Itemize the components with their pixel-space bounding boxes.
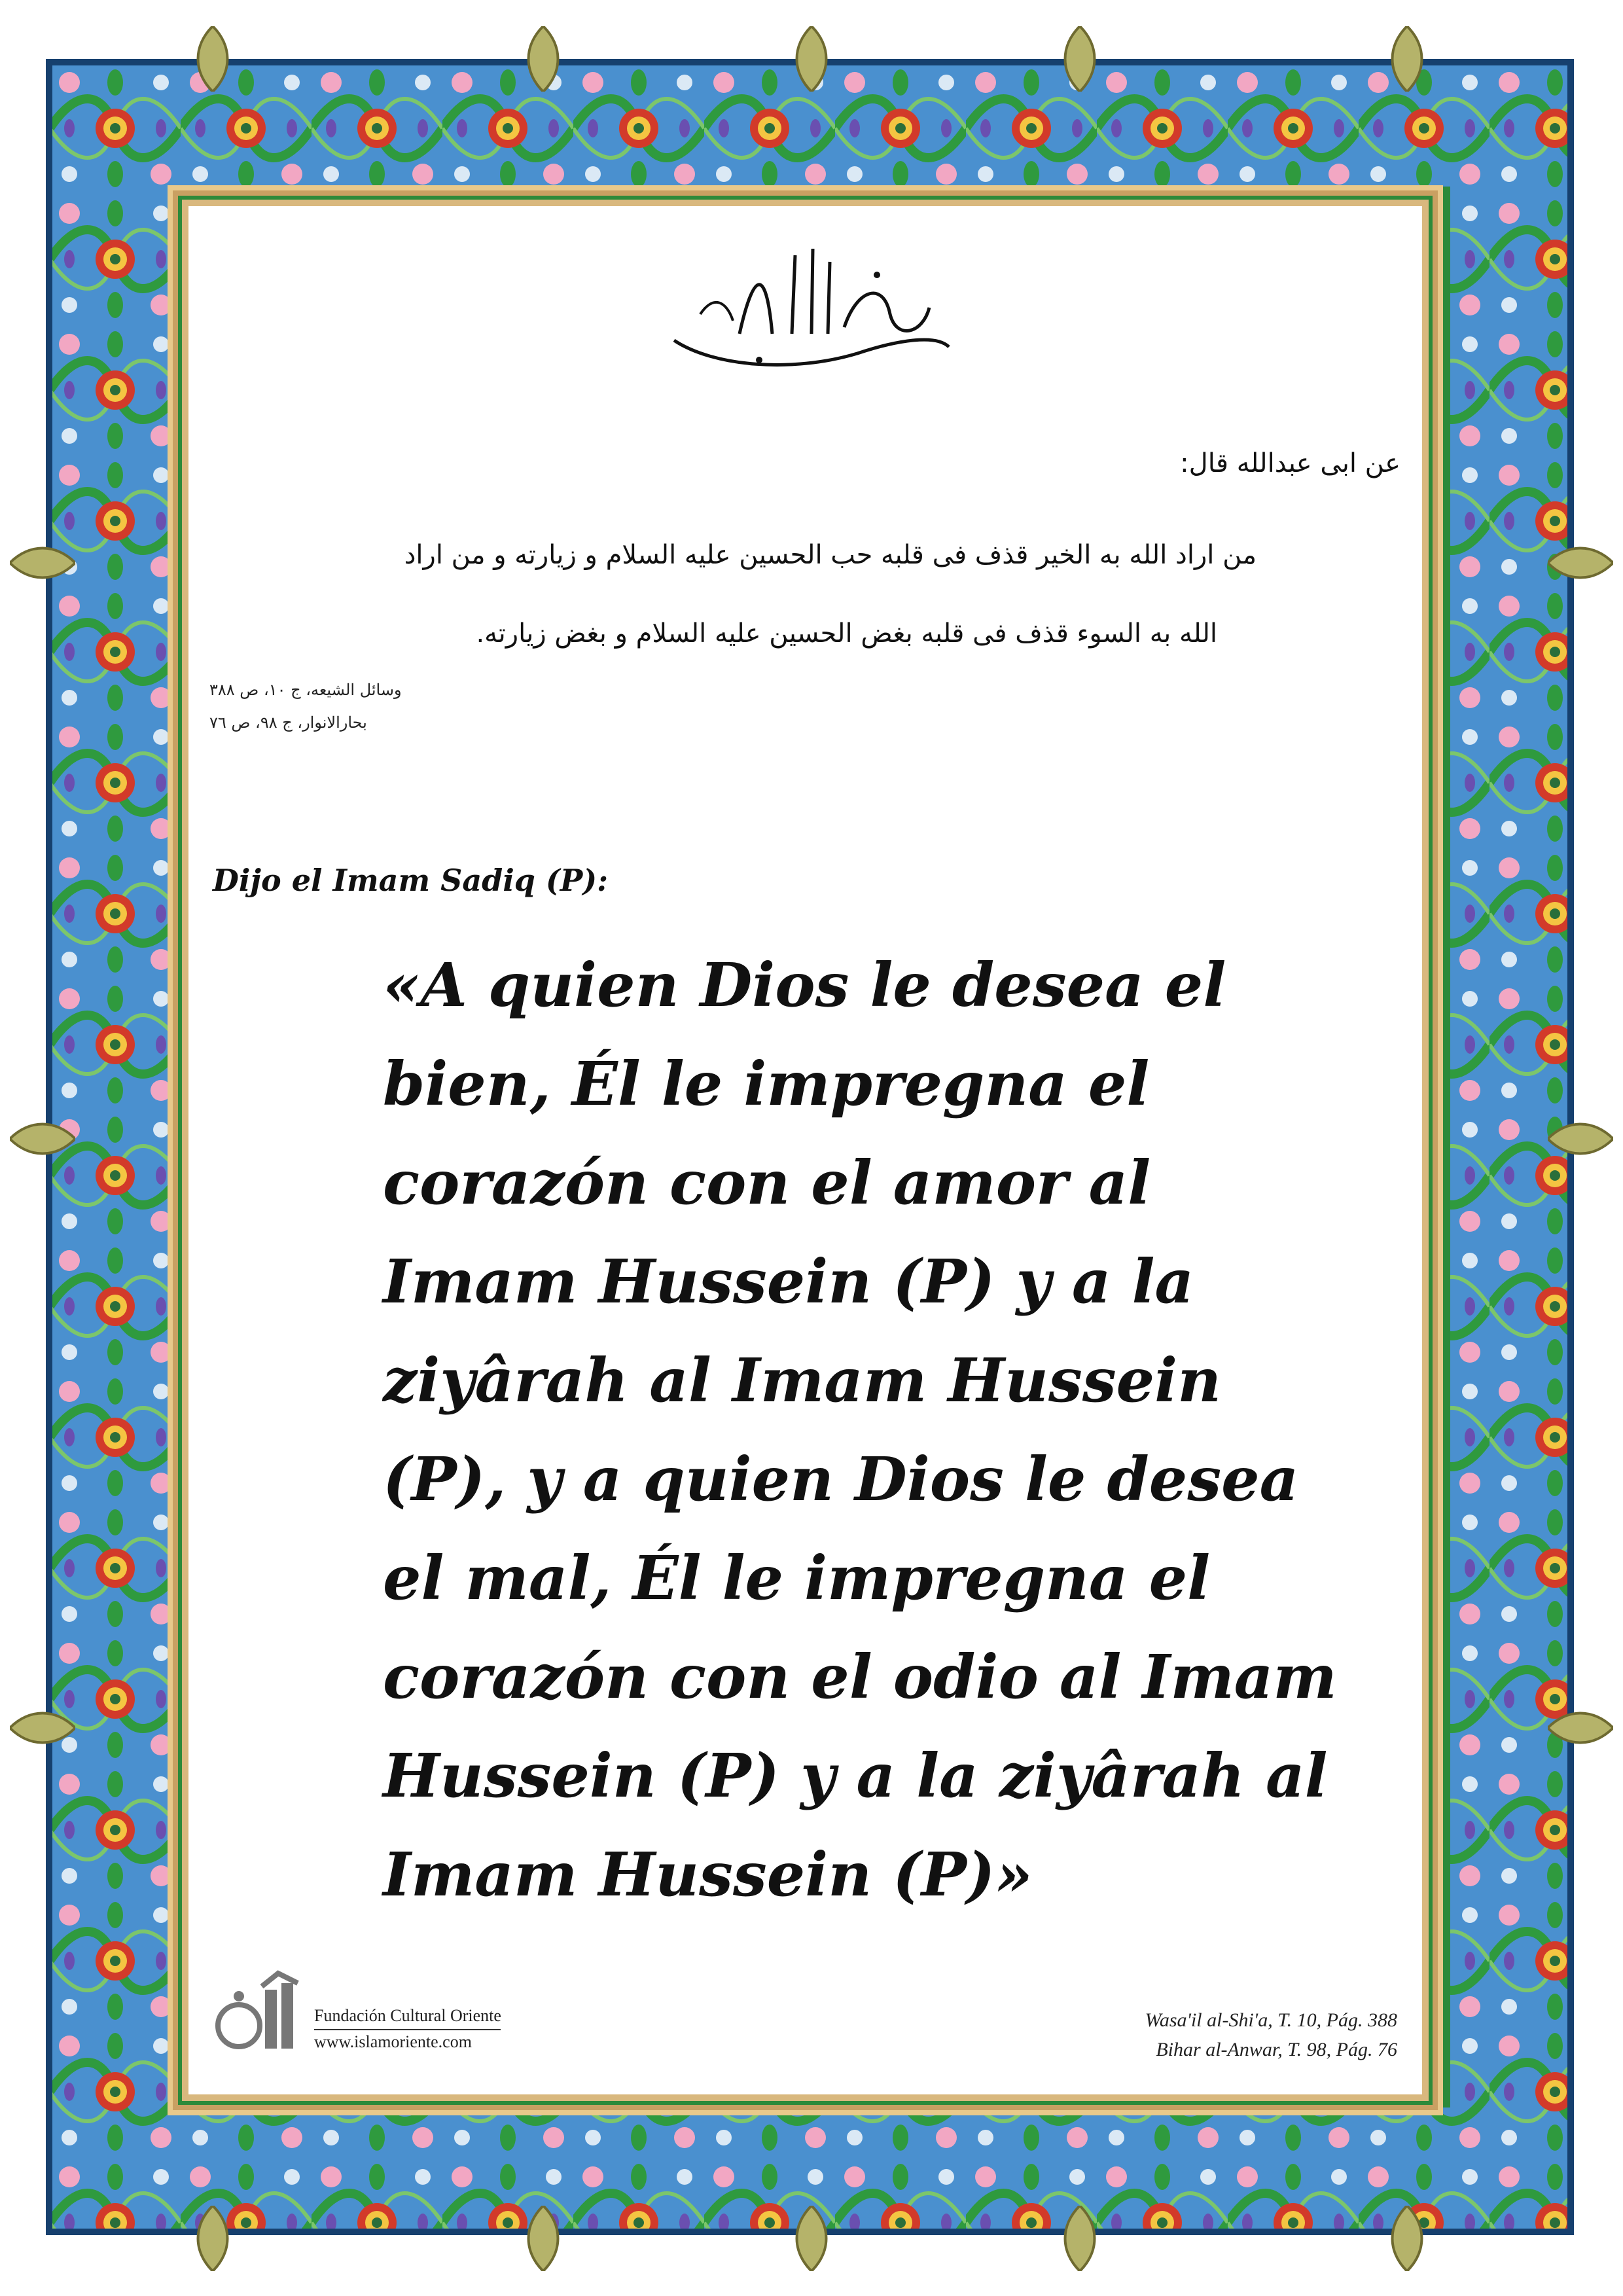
- basmala-calligraphy-icon: [661, 236, 962, 380]
- spanish-hadith: [383, 936, 1337, 1924]
- ornament-leaf-icon: [1381, 2206, 1433, 2271]
- hadith-line: corazón con el odio al Imam: [383, 1641, 1337, 1712]
- arabic-hadith-line: الله به السوء قذف فی قلبه بغض الحسين عليه السلام و بغض زيارته.: [476, 619, 1217, 649]
- arabic-reference: بحارالانوار، ج ٩٨، ص ٧٦: [209, 713, 367, 732]
- hadith-line: Imam Hussein (P) y a la: [383, 1246, 1194, 1317]
- fundacion-oriente-logo-icon: [209, 1970, 308, 2055]
- ornament-leaf-icon: [1054, 26, 1106, 92]
- ornament-leaf-icon: [785, 2206, 838, 2271]
- ornament-leaf-icon: [10, 537, 75, 589]
- hadith-line: ziyârah al Imam Hussein: [383, 1345, 1221, 1416]
- ornament-leaf-icon: [10, 1113, 75, 1165]
- arabic-hadith-line: من اراد الله به الخير قذف فی قلبه حب الحسين عليه السلام و زيارته و من اراد: [404, 540, 1257, 570]
- hadith-line: «A quien Dios le desea el: [383, 950, 1226, 1020]
- ornament-leaf-icon: [1548, 1702, 1613, 1754]
- ornament-leaf-icon: [785, 26, 838, 92]
- hadith-line: Hussein (P) y a la ziyârah al: [383, 1740, 1328, 1811]
- ornament-leaf-icon: [517, 2206, 569, 2271]
- organization-url[interactable]: www.islamoriente.com: [314, 2032, 472, 2051]
- ornament-leaf-icon: [187, 2206, 239, 2271]
- ornament-leaf-icon: [10, 1702, 75, 1754]
- spanish-reference: Bihar al-Anwar, T. 98, Pág. 76: [1156, 2039, 1397, 2060]
- spanish-reference: Wasa'il al-Shi'a, T. 10, Pág. 388: [1145, 2009, 1397, 2031]
- hadith-line: Imam Hussein (P)»: [383, 1839, 1033, 1910]
- divider: [314, 2029, 501, 2030]
- organization-name: Fundación Cultural Oriente: [314, 2006, 501, 2025]
- spanish-intro: Dijo el Imam Sadiq (P):: [213, 863, 609, 898]
- arabic-intro: عن ابی عبدالله قال:: [1180, 448, 1400, 478]
- ornament-leaf-icon: [517, 26, 569, 92]
- ornament-leaf-icon: [1381, 26, 1433, 92]
- ornament-leaf-icon: [1548, 537, 1613, 589]
- ornament-leaf-icon: [1054, 2206, 1106, 2271]
- hadith-line: corazón con el amor al: [383, 1147, 1151, 1218]
- arabic-reference: وسائل الشيعه، ج ١٠، ص ٣٨٨: [209, 681, 402, 699]
- hadith-line: bien, Él le impregna el: [383, 1049, 1150, 1119]
- hadith-line: (P), y a quien Dios le desea: [383, 1444, 1299, 1515]
- hadith-line: el mal, Él le impregna el: [383, 1543, 1211, 1613]
- ornament-leaf-icon: [1548, 1113, 1613, 1165]
- ornament-leaf-icon: [187, 26, 239, 92]
